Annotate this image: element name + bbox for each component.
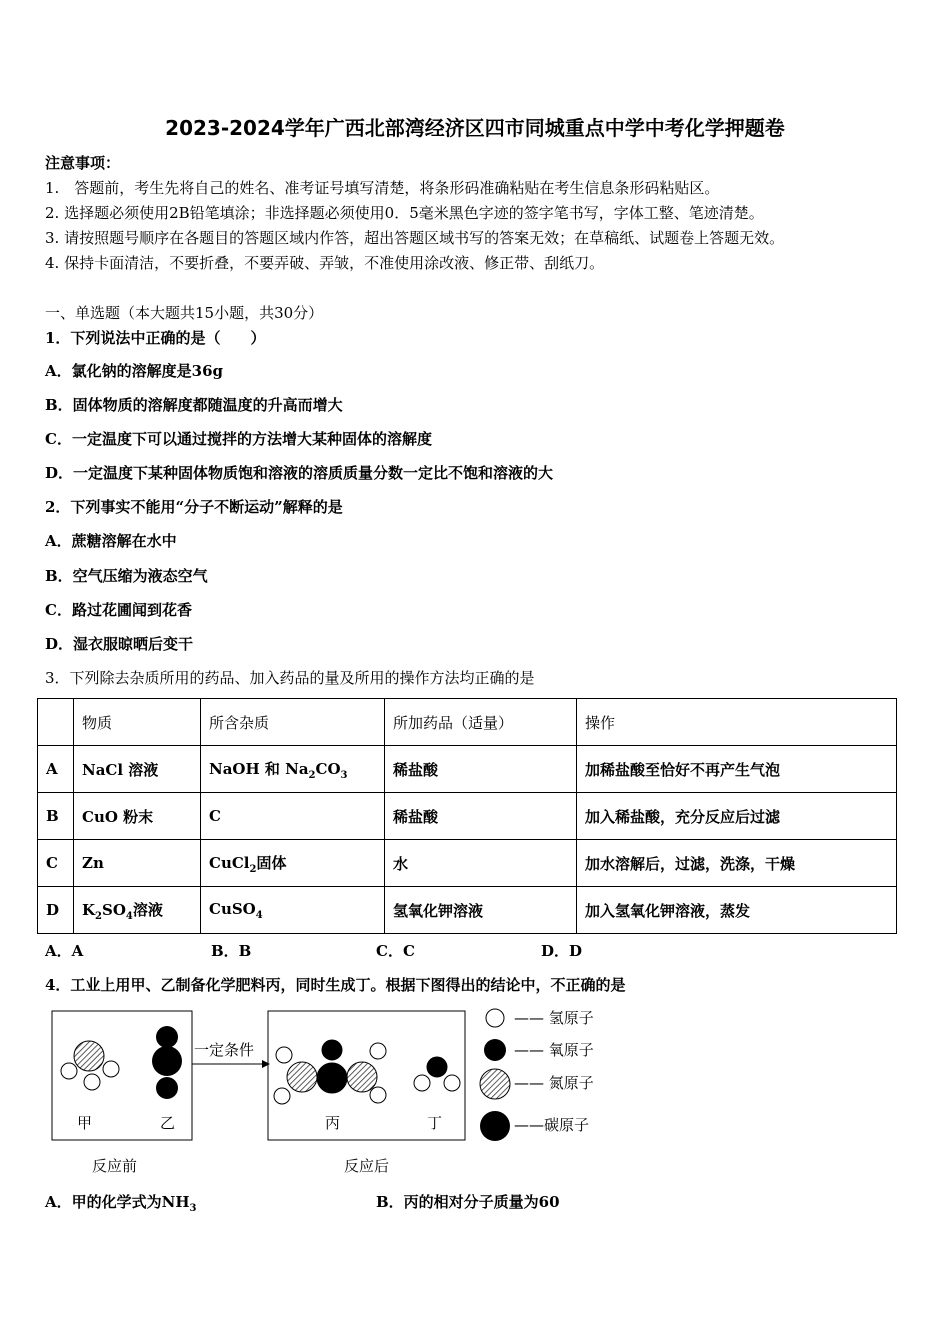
operation-cell: 加入氢氧化钾溶液，蒸发 [577,887,897,934]
q3-option-c: C．C [376,942,415,960]
row-label: D [38,887,74,934]
label-before: 反应前 [92,1157,138,1175]
label-jia: 甲 [77,1114,93,1132]
header-cell [38,699,74,746]
header-cell: 所含杂质 [201,699,385,746]
label-after: 反应后 [344,1157,390,1175]
q4-stem: 4．工业上用甲、乙制备化学肥料丙，同时生成丁。根据下图得出的结论中，不正确的是 [45,976,626,994]
q4-option-b: B．丙的相对分子质量为60 [376,1193,560,1211]
row-label: A [38,746,74,793]
substance-cell [74,887,201,934]
impurity-cell: C [201,793,385,840]
subscript: 3 [189,1203,197,1214]
section-heading: 一、单选题（本大题共15小题，共30分） [45,304,324,322]
q1-stem: 1．下列说法中正确的是（ ） [45,329,266,347]
molecule-ding [414,1057,460,1091]
q2-option-b: B．空气压缩为液态空气 [45,567,208,585]
reagent-cell: 稀盐酸 [385,793,577,840]
reagent-cell: 水 [385,840,577,887]
subscript: 4 [255,909,263,921]
legend-nitrogen: —— 氮原子 [514,1074,594,1092]
text: CuSO [209,899,256,918]
reagent-cell: 氢氧化钾溶液 [385,887,577,934]
label-bing: 丙 [325,1114,341,1132]
subscript: 3 [340,769,348,781]
text: CO [315,759,341,778]
q2-stem: 2．下列事实不能用“分子不断运动”解释的是 [45,498,343,516]
substance-cell: CuO 粉末 [74,793,201,840]
condition-label: 一定条件 [194,1041,255,1059]
notice-item: 3. 请按照题号顺序在各题目的答题区域内作答，超出答题区域书写的答案无效；在草稿纸、试题卷上答题无效。 [45,229,785,247]
label-yi: 乙 [160,1114,176,1132]
subscript: 2 [95,910,103,922]
table-header-row [38,699,897,746]
notice-item: 4. 保持卡面清洁，不要折叠，不要弄破、弄皱，不准使用涂改液、修正带、刮纸刀。 [45,254,605,272]
page-title: 2023-2024学年广西北部湾经济区四市同城重点中学中考化学押题卷 [165,116,785,140]
text: 溶液 [132,900,163,919]
header-cell: 物质 [74,699,201,746]
header-cell: 操作 [577,699,897,746]
q3-stem: 3．下列除去杂质所用的药品、加入药品的量及所用的操作方法均正确的是 [45,669,535,687]
row-label: B [38,793,74,840]
q2-option-a: A．蔗糖溶解在水中 [45,532,177,550]
table-row [38,746,897,793]
q1-option-d: D．一定温度下某种固体物质饱和溶液的溶质质量分数一定比不饱和溶液的大 [45,464,554,482]
molecule-yi [152,1026,182,1099]
label-ding: 丁 [427,1114,443,1132]
q3-option-d: D．D [541,942,583,960]
arrow-head [262,1060,270,1068]
text: SO [102,900,126,919]
legend-carbon: ——碳原子 [514,1116,590,1134]
substance-cell: Zn [74,840,201,887]
notice-heading: 注意事项： [45,154,121,172]
impurity-cell [201,887,385,934]
legend-hydrogen: —— 氢原子 [514,1009,594,1027]
notice-item: 1. 答题前，考生先将自己的姓名、准考证号填写清楚，将条形码准确粘贴在考生信息条形码粘贴区。 [45,179,720,197]
q1-option-a: A．氯化钠的溶解度是36g [45,362,224,380]
operation-cell: 加水溶解后，过滤，洗涤，干燥 [577,840,897,887]
substance-cell: NaCl 溶液 [74,746,201,793]
text: NaOH 和 Na [209,759,309,778]
q1-option-b: B．固体物质的溶解度都随温度的升高而增大 [45,396,343,414]
header-cell: 所加药品（适量） [385,699,577,746]
table-row [38,887,897,934]
text: CuCl [209,853,250,872]
q1-option-c: C．一定温度下可以通过搅拌的方法增大某种固体的溶解度 [45,430,432,448]
q4-option-a [45,1191,197,1214]
table-row [38,840,897,887]
q2-option-c: C．路过花圃闻到花香 [45,601,192,619]
reagent-cell: 稀盐酸 [385,746,577,793]
molecule-bing [274,1040,386,1104]
text: K [82,900,96,919]
operation-cell: 加入稀盐酸，充分反应后过滤 [577,793,897,840]
row-label: C [38,840,74,887]
notice-item: 2. 选择题必须使用2B铅笔填涂；非选择题必须使用0．5毫米黑色字迹的签字笔书写，字体工整、笔迹清楚。 [45,204,764,222]
q3-option-b: B．B [211,942,252,960]
legend [480,1009,594,1141]
impurity-cell [201,840,385,887]
subscript: 2 [308,769,316,781]
impurity-cell [201,746,385,793]
text: 固体 [256,853,287,872]
subscript: 4 [125,910,133,922]
text: A．甲的化学式为NH [45,1193,190,1211]
q3-table [37,698,897,934]
reaction-diagram [40,1000,620,1190]
q3-option-a: A．A [45,942,84,960]
q2-option-d: D．湿衣服晾晒后变干 [45,635,194,653]
molecule-jia [61,1041,119,1090]
operation-cell: 加稀盐酸至恰好不再产生气泡 [577,746,897,793]
table-row [38,793,897,840]
legend-oxygen: —— 氧原子 [514,1041,594,1059]
subscript: 2 [249,863,257,875]
